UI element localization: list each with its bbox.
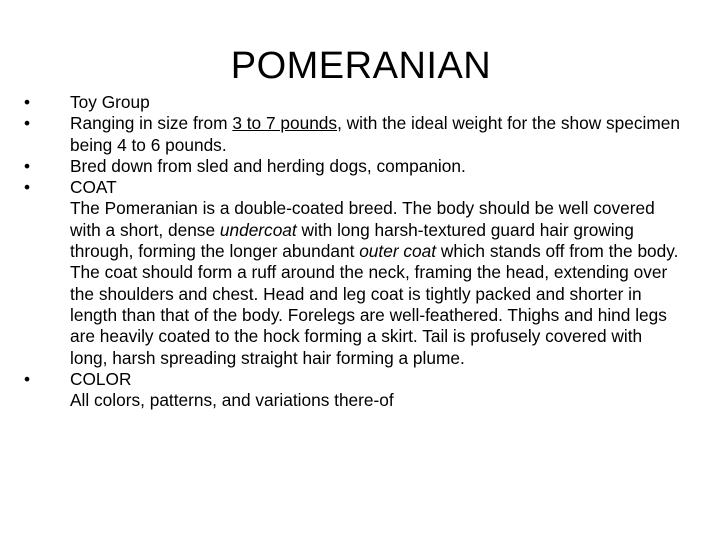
- size-range-underlined: 3 to 7 pounds: [232, 113, 338, 134]
- slide-title: [0, 40, 720, 92]
- bullet-glyph: •: [24, 92, 31, 112]
- coat-undercoat-italic: undercoat: [219, 219, 297, 240]
- bullet-item-size: [24, 113, 684, 156]
- bullet-item-toy-group: [24, 92, 684, 113]
- coat-text-part3: which stands off from the body. The coat should form a ruff around the neck, framing the head, extending over the shoulders and chest. Head and leg coat is tightly packed and shorter in length than that of the body. Forelegs are well-feathered. Thighs and hind legs are heavily coated to the hock forming a skirt. Tail is profusely covered with long, harsh spreading straight hair forming a plume.: [70, 241, 679, 368]
- coat-text-part2: with long harsh-textured guard hair growing through, forming the longer abundant: [70, 219, 634, 262]
- bullet-glyph: •: [24, 368, 31, 389]
- slide-title-text: POMERANIAN: [230, 45, 492, 87]
- bullet-item-origin: [24, 156, 684, 177]
- toy-group-text: Toy Group: [70, 92, 150, 112]
- bullet-item-color: [24, 369, 684, 412]
- coat-outer-coat-italic: outer coat: [359, 241, 437, 262]
- size-text-before: Ranging in size from: [70, 113, 233, 134]
- bullet-glyph: •: [24, 113, 31, 134]
- bullet-item-coat: [24, 177, 684, 369]
- bullet-list: [24, 92, 684, 411]
- coat-text-part1: The Pomeranian is a double-coated breed. The body should be well covered with a short, dense: [70, 198, 655, 240]
- coat-heading: COAT: [70, 177, 117, 198]
- size-text-after: , with the ideal weight for the show specimen being 4 to 6 pounds.: [70, 113, 680, 155]
- color-heading: COLOR: [70, 368, 132, 389]
- color-text: All colors, patterns, and variations there-of: [70, 390, 394, 411]
- bullet-glyph: •: [24, 177, 31, 198]
- bullet-glyph: •: [24, 155, 31, 176]
- origin-text: Bred down from sled and herding dogs, companion.: [70, 155, 466, 176]
